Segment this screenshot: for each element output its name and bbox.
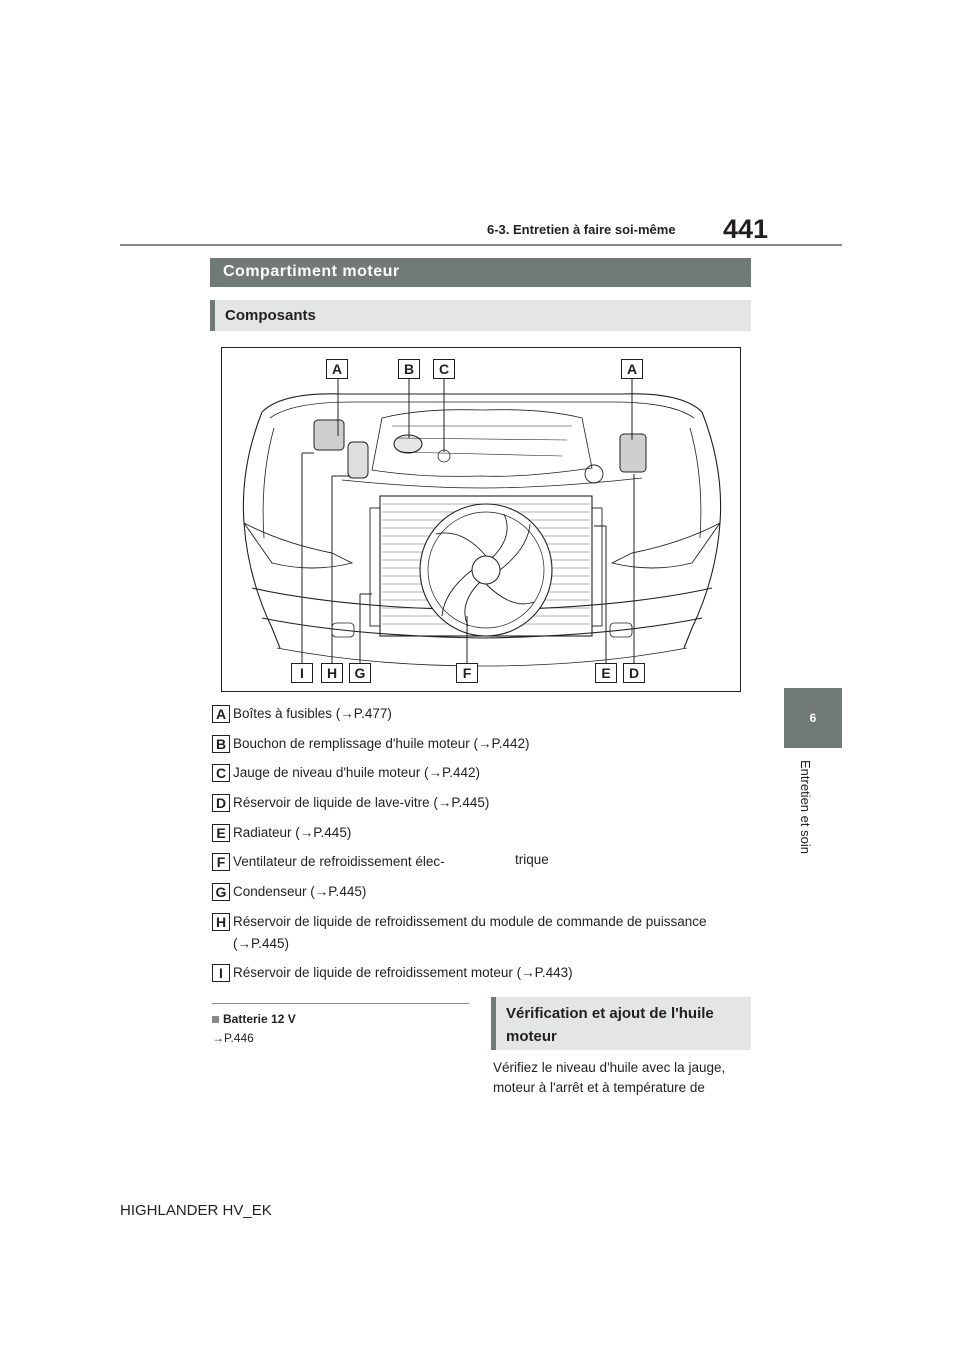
figure-label-g: G (349, 663, 371, 683)
engine-compartment-figure (221, 347, 741, 692)
figure-label-a: A (326, 359, 348, 379)
component-text: Réservoir de liquide de refroidissement moteur (→P.443) (233, 965, 573, 980)
component-text: Condenseur (→P.445) (233, 884, 367, 899)
engine-illustration (222, 348, 741, 692)
component-letter: I (212, 964, 230, 982)
square-bullet-icon (212, 1016, 219, 1023)
component-letter: C (212, 764, 230, 782)
chapter-tab (784, 688, 842, 748)
component-text: Boîtes à fusibles (→P.477) (233, 706, 392, 721)
oil-check-heading: Vérification et ajout de l'huile moteur (491, 997, 751, 1050)
component-letter: H (212, 913, 230, 931)
figure-label-h: H (321, 663, 343, 683)
component-letter: A (212, 705, 230, 723)
chapter-tab-number: 6 (809, 711, 817, 725)
battery-heading (212, 1012, 296, 1026)
component-letter: F (212, 853, 230, 871)
figure-label-f: F (456, 663, 478, 683)
component-letter: B (212, 735, 230, 753)
component-text: Réservoir de liquide de refroidissement du module de commande de puissance (233, 914, 707, 929)
component-text-continued: (→P.445) (233, 936, 290, 951)
figure-label-c: C (433, 359, 455, 379)
component-text: Ventilateur de refroidissement élec- (233, 854, 445, 869)
subsection-title: Composants (210, 300, 751, 331)
component-text: Radiateur (→P.445) (233, 825, 352, 840)
component-text: Bouchon de remplissage d'huile moteur (→P.442) (233, 736, 530, 751)
header-divider (120, 244, 842, 246)
figure-label-e: E (595, 663, 617, 683)
component-letter: G (212, 883, 230, 901)
page-number: 441 (723, 214, 769, 244)
column-divider (212, 1003, 469, 1004)
component-letter: E (212, 824, 230, 842)
battery-title: Batterie 12 V (223, 1012, 296, 1026)
figure-label-d: D (623, 663, 645, 683)
figure-label-a-right: A (621, 359, 643, 379)
figure-label-b: B (398, 359, 420, 379)
component-text: Jauge de niveau d'huile moteur (→P.442) (233, 765, 480, 780)
figure-label-i: I (291, 663, 313, 683)
component-letter: D (212, 794, 230, 812)
section-title: Compartiment moteur (210, 258, 751, 287)
wrapped-text-fragment: trique (515, 852, 549, 867)
chapter-header: 6-3. Entretien à faire soi-même (487, 222, 676, 237)
oil-check-text: Vérifiez le niveau d'huile avec la jauge, moteur à l'arrêt et à température de (493, 1060, 726, 1095)
component-text: Réservoir de liquide de lave-vitre (→P.445) (233, 795, 490, 810)
model-footer: HIGHLANDER HV_EK (120, 1202, 272, 1219)
chapter-tab-label: Entretien et soin (798, 760, 813, 854)
battery-page-ref: →P.446 (212, 1031, 254, 1045)
